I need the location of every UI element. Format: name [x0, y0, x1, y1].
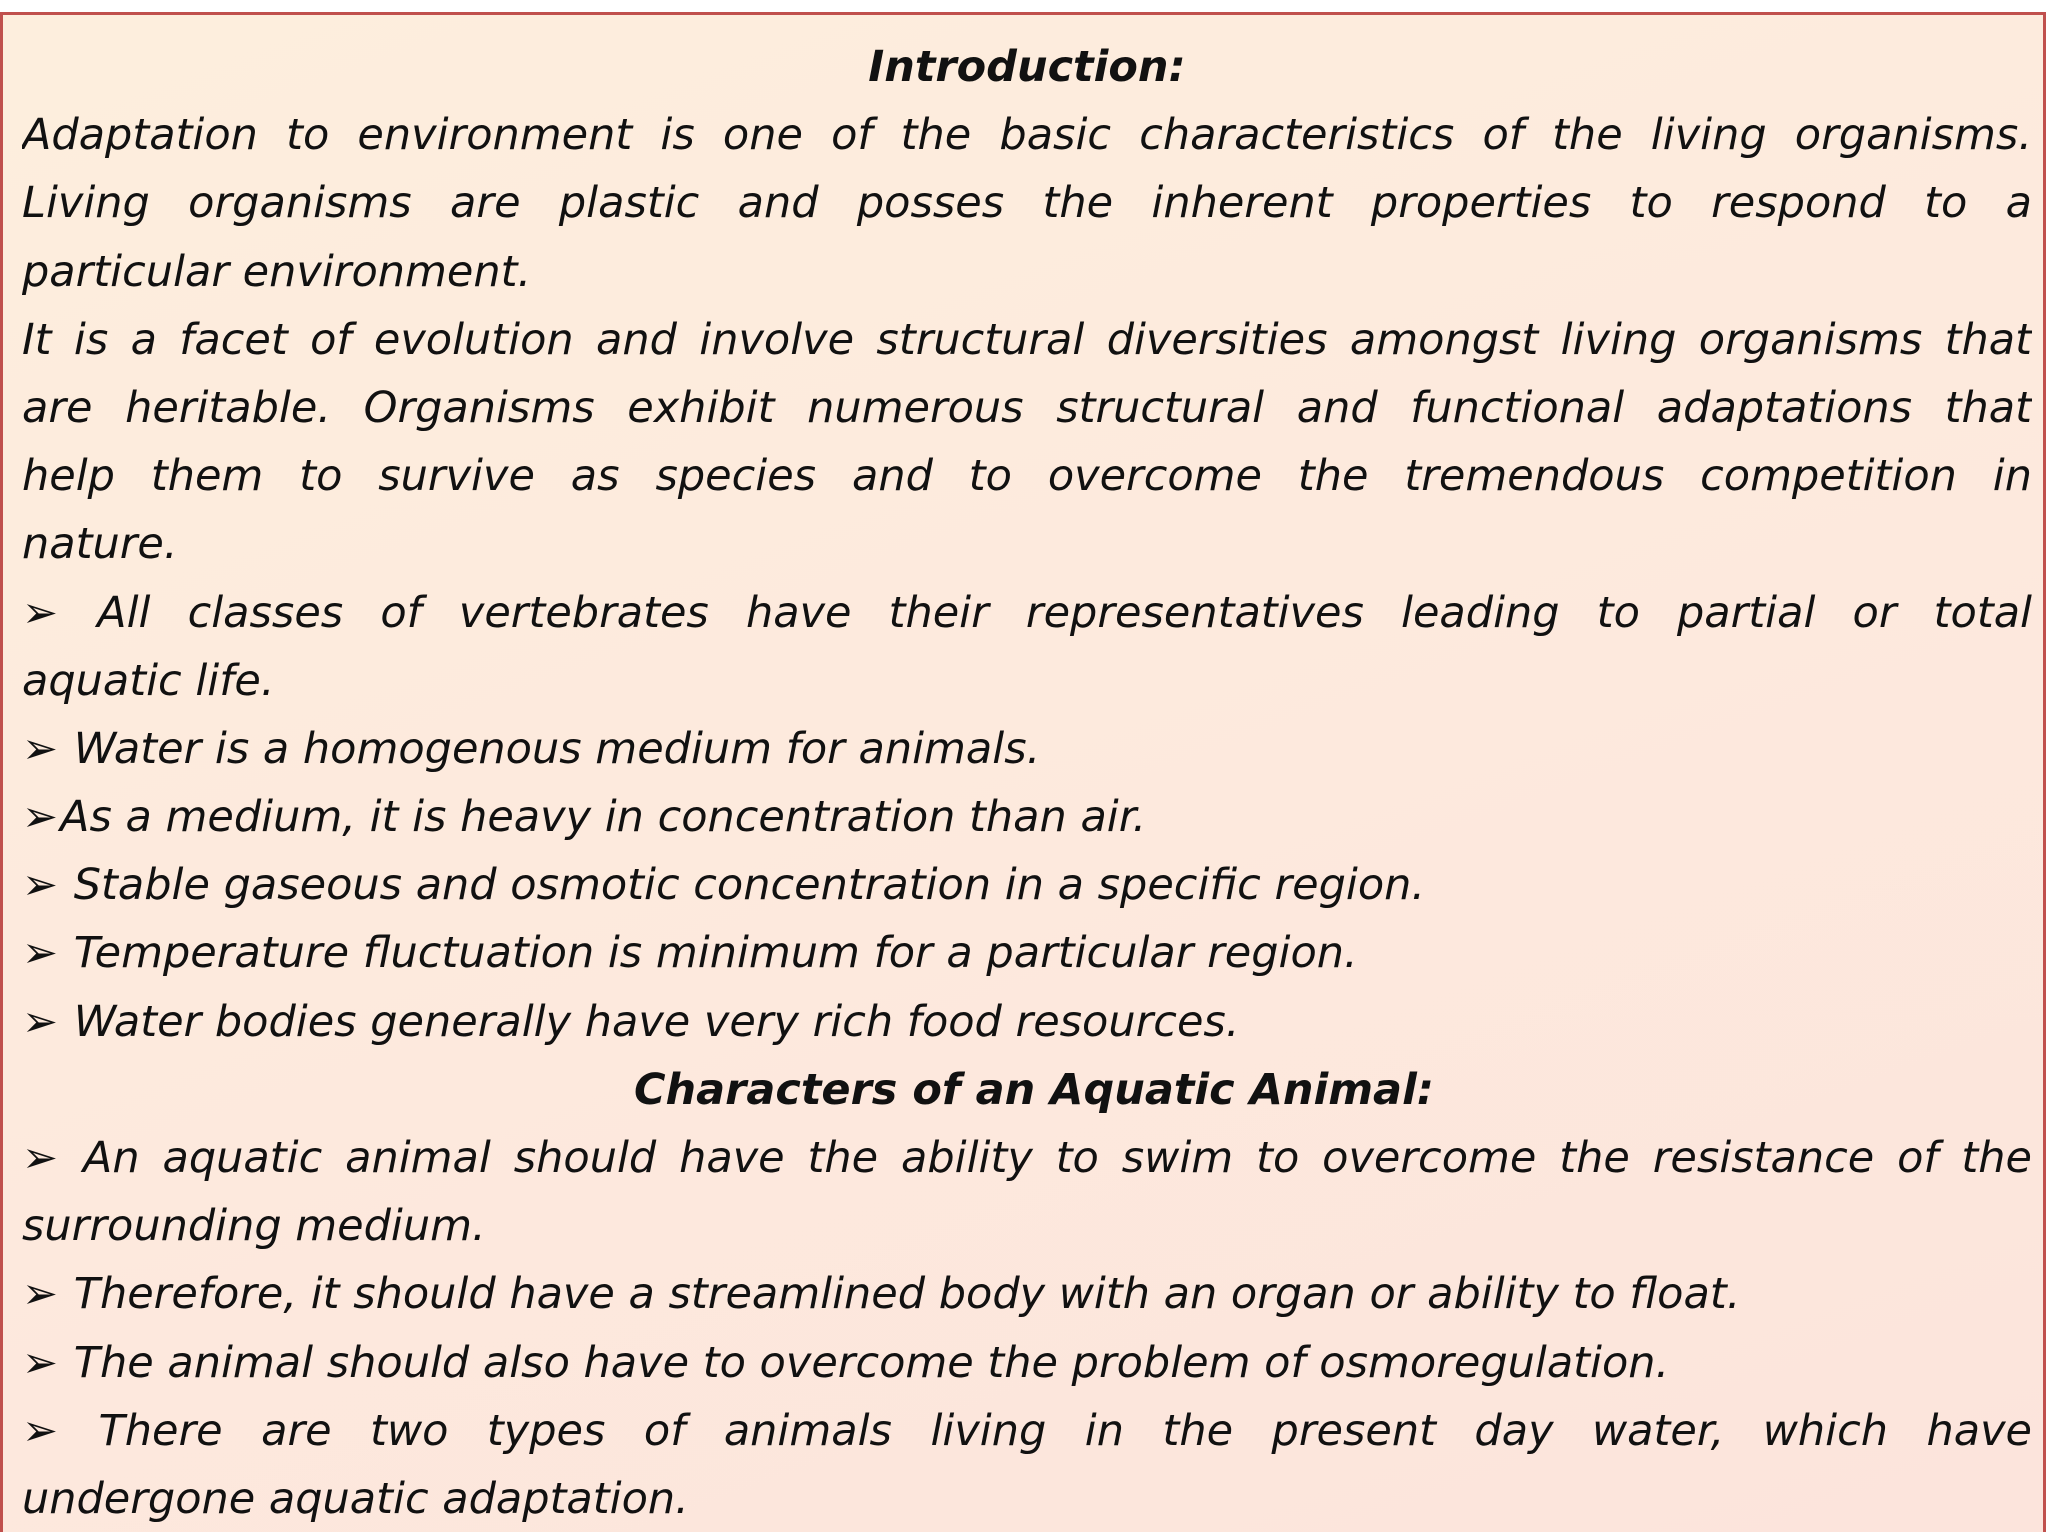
slide-content: [22, 33, 2032, 1533]
arrow-bullet-icon: ➢: [22, 1337, 59, 1388]
arrow-bullet-icon: ➢: [22, 1133, 59, 1183]
bullet-text: An aquatic animal should have the ability to swim to overcome the resistance of the: [60, 1133, 2032, 1183]
arrow-bullet-icon: ➢: [22, 1269, 59, 1320]
bullet-item: [22, 919, 2032, 987]
intro-line: are heritable. Organisms exhibit numerous structural and functional adaptations that: [22, 382, 2032, 433]
bullet-text: Temperature fluctuation is minimum for a particular region.: [60, 928, 1358, 979]
intro-line: Living organisms are plastic and posses the inherent properties to respond to a: [22, 178, 2032, 229]
intro-line: It is a facet of evolution and involve structural diversities amongst living organisms that: [22, 314, 2032, 365]
arrow-bullet-icon: ➢: [22, 792, 59, 843]
intro-line: help them to survive as species and to overcome the tremendous competition in: [22, 451, 2032, 502]
bullet-item: [22, 1124, 2032, 1192]
arrow-bullet-icon: ➢: [22, 996, 59, 1047]
intro-line: particular environment.: [22, 246, 532, 297]
arrow-bullet-icon: ➢: [22, 587, 59, 638]
bullet-item: [22, 988, 2032, 1056]
bullet-item: [22, 715, 2032, 783]
bullet-text: Therefore, it should have a streamlined body with an organ or ability to float.: [60, 1269, 1741, 1320]
heading-introduction: Introduction:: [868, 42, 1186, 92]
arrow-bullet-icon: ➢: [22, 860, 59, 911]
arrow-bullet-icon: ➢: [22, 723, 59, 774]
intro-line: Adaptation to environment is one of the basic characteristics of the living organisms.: [22, 110, 2032, 161]
heading-characters: Characters of an Aquatic Animal:: [633, 1064, 1435, 1115]
bullet-item: [22, 783, 2032, 851]
bullet-item: [22, 851, 2032, 919]
bullet-item: [22, 1397, 2032, 1465]
bullet-text: There are two types of animals living in the present day water, which have: [60, 1405, 2032, 1456]
bullet-text: Water bodies generally have very rich food resources.: [60, 996, 1240, 1047]
bullet-text: Stable gaseous and osmotic concentration in a specific region.: [60, 860, 1426, 911]
bullet-text: Water is a homogenous medium for animals.: [60, 723, 1041, 774]
bullet-continuation: aquatic life.: [22, 655, 275, 706]
bullet-item: [22, 579, 2032, 647]
slide: [0, 12, 2046, 1532]
bullet-item: [22, 1329, 2032, 1397]
arrow-bullet-icon: ➢: [22, 1405, 59, 1456]
bullet-continuation: surrounding medium.: [22, 1201, 486, 1252]
bullet-text: The animal should also have to overcome the problem of osmoregulation.: [60, 1337, 1670, 1388]
bullet-text: All classes of vertebrates have their representatives leading to partial or total: [60, 587, 2032, 638]
bullet-continuation: undergone aquatic adaptation.: [22, 1473, 689, 1524]
intro-line: nature.: [22, 519, 178, 570]
bullet-text: As a medium, it is heavy in concentration than air.: [60, 792, 1147, 843]
bullet-item: [22, 1260, 2032, 1328]
arrow-bullet-icon: ➢: [22, 928, 59, 979]
